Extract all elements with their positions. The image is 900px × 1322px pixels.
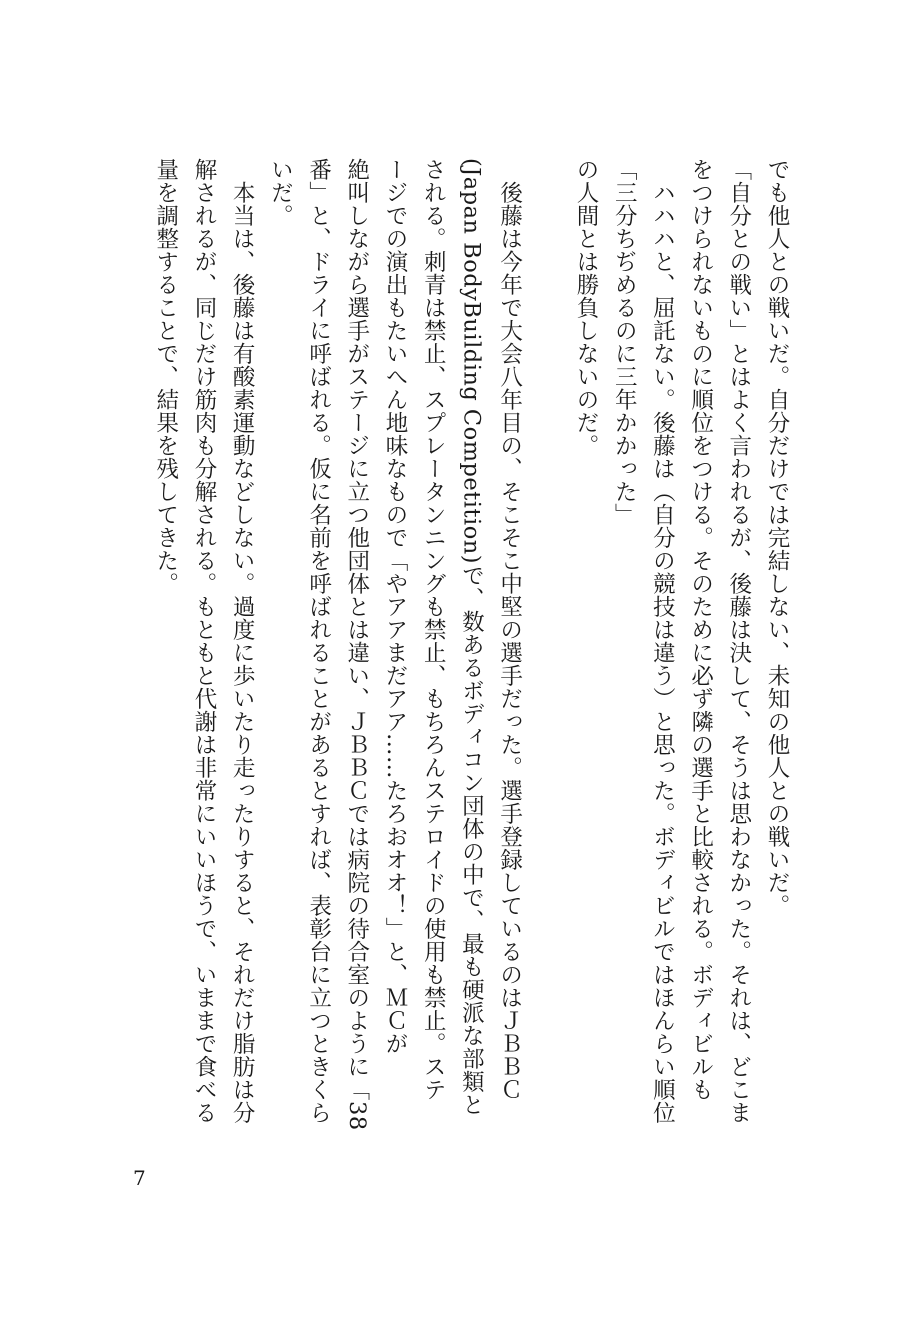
text-line: をつけられないものに順位をつける。そのために必ず隣の選手と比較される。ボディビルも (687, 158, 714, 1101)
text-line: される。刺青は禁止、スプレータンニングも禁止、もちろんステロイドの使用も禁止。ステ (420, 158, 447, 1101)
text-line: 「三分ちぢめるのに三年かかった」 (611, 158, 638, 526)
text-line: 後藤は今年で大会八年目の、そこそこ中堅の選手だった。選手登録しているのはＪＢＢＣ (496, 158, 523, 1101)
text-line: いだ。 (267, 158, 294, 227)
text-line: 解されるが、同じだけ筋肉も分解される。もともと代謝は非常にいいほうで、いままで食べる (190, 158, 217, 1124)
text-line: の人間とは勝負しないのだ。 (572, 158, 599, 457)
page-number: 7 (133, 1166, 146, 1190)
text-line: でも他人との戦いだ。自分だけでは完結しない、未知の他人との戦いだ。 (764, 158, 790, 917)
text-line: 「自分との戦い」とはよく言われるが、後藤は決して、そうは思わなかった。それは、どこま (725, 158, 752, 1124)
blank-line (529, 158, 567, 1188)
text-line: (Japan BodyBuilding Competition)で、数あるボディコン団体の中で、最も硬派な部類と (458, 158, 485, 1117)
body-text (96, 158, 796, 1188)
text-line: ージでの演出もたいへん地味なもので「やアアまだアア……たろおオオ！」と、ＭＣが (381, 158, 408, 1055)
text-line: ハハハと、屈託ない。後藤は（自分の競技は違う）と思った。ボディビルではほんらい順位 (649, 158, 676, 1124)
text-line: 番」と、ドライに呼ばれる。仮に名前を呼ばれることがあるとすれば、表彰台に立つときくら (305, 158, 332, 1124)
text-line: 量を調整することで、結果を残してきた。 (152, 158, 179, 595)
text-line: 本当は、後藤は有酸素運動などしない。過度に歩いたり走ったりすると、それだけ脂肪は分 (229, 158, 256, 1124)
text-line: 絶叫しながら選手がステージに立つ他団体とは違い、ＪＢＢＣでは病院の待合室のように「38 (343, 158, 370, 1131)
